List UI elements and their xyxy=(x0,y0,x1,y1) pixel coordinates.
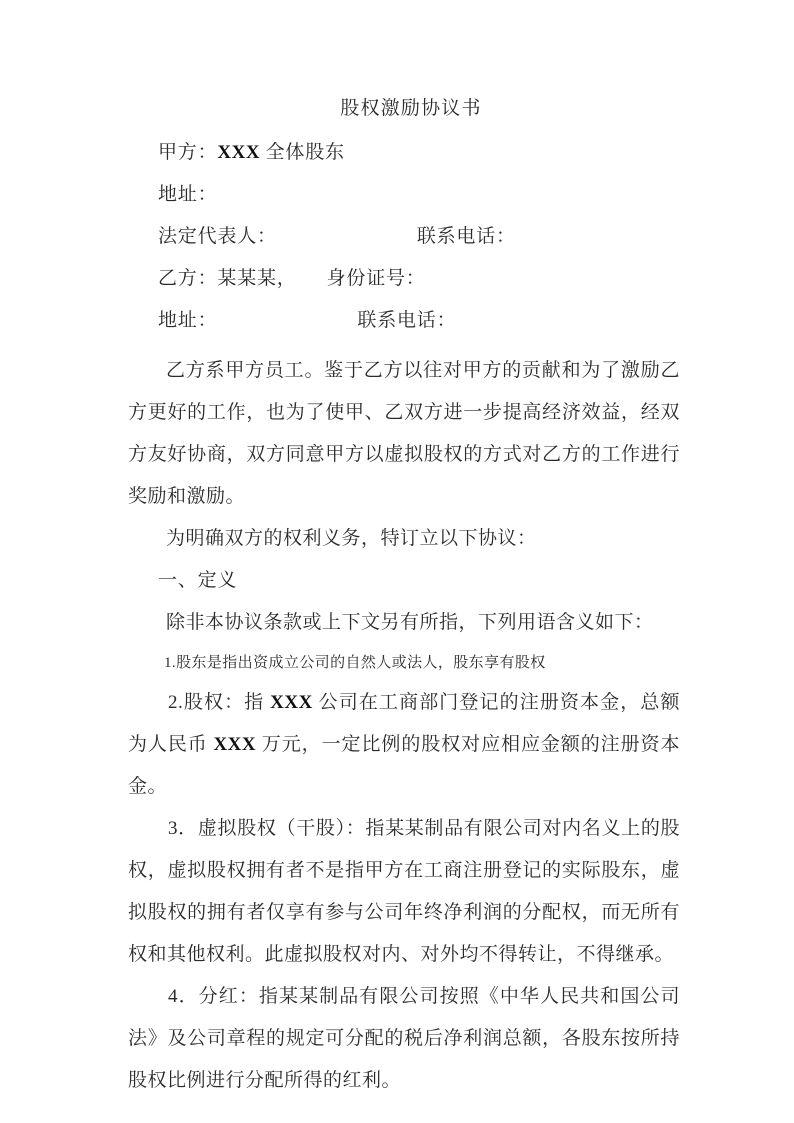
section-one-heading: 一、定义 xyxy=(158,570,238,591)
party-a-legal-rep-line xyxy=(128,224,680,250)
definition-item-3-number: 3． xyxy=(168,818,198,839)
definition-item-2-suffix: 万元，一定比例的股权对应相应金额的注册资本金。 xyxy=(128,734,680,797)
definition-item-1-number: 1. xyxy=(164,655,177,671)
section-one-intro: 除非本协议条款或上下文另有所指，下列用语含义如下： xyxy=(166,612,654,633)
party-b-name: 某某某， xyxy=(217,268,297,289)
party-a-name-placeholder: XXX xyxy=(217,142,261,163)
definition-item-4 xyxy=(128,976,680,1102)
definition-item-4-number: 4． xyxy=(168,986,199,1007)
definition-item-4-text: 分红：指某某制品有限公司按照《中华人民共和国公司法》及公司章程的规定可分配的税后净利润总额，各股东按所持股权比例进行分配所得的红利。 xyxy=(128,986,680,1091)
party-b-line xyxy=(128,266,680,292)
definition-item-1 xyxy=(128,644,680,682)
definition-item-3 xyxy=(128,808,680,976)
preamble-closing: 为明确双方的权利义务，特订立以下协议： xyxy=(166,528,537,549)
party-a-line xyxy=(128,140,680,166)
party-b-address-label: 地址： xyxy=(158,310,218,331)
party-b-address-line xyxy=(128,308,680,334)
party-a-address-line xyxy=(128,182,680,208)
definition-item-2-number: 2. xyxy=(168,692,184,713)
preamble-paragraph: 乙方系甲方员工。鉴于乙方以往对甲方的贡献和为了激励乙方更好的工作，也为了使甲、乙双方进一步提高经济效益，经双方友好协商，双方同意甲方以虚拟股权的方式对乙方的工作进行奖励和激励。 xyxy=(128,360,680,507)
definition-item-2-company-placeholder: XXX xyxy=(270,692,313,713)
definition-item-3-text: 虚拟股权（干股）：指某某制品有限公司对内名义上的股权，虚拟股权拥有者不是指甲方在工商注册登记的实际股东，虚拟股权的拥有者仅享有参与公司年终净利润的分配权，而无所有权和其他权利。此虚拟股权对内、对外均不得转让，不得继承。 xyxy=(128,818,680,965)
definition-item-2-amount-placeholder: XXX xyxy=(213,734,257,755)
party-a-label: 甲方： xyxy=(158,142,218,163)
definition-item-2-mid: 公司在工商部门登记的注册资本金，总额为人民币 xyxy=(128,692,680,755)
legal-rep-label: 法定代表人： xyxy=(158,226,277,247)
party-b-phone-label: 联系电话： xyxy=(357,310,457,331)
definition-item-1-text: 股东是指出资成立公司的自然人或法人，股东享有股权 xyxy=(176,655,546,671)
definition-item-2 xyxy=(128,682,680,808)
page-title: 股权激励协议书 xyxy=(340,98,482,119)
party-a-phone-label: 联系电话： xyxy=(416,226,516,247)
definition-item-2-prefix: 股权：指 xyxy=(183,692,271,713)
party-b-label: 乙方： xyxy=(158,268,218,289)
party-b-id-label: 身份证号： xyxy=(326,268,426,289)
party-a-address-label: 地址： xyxy=(158,184,218,205)
document-content xyxy=(128,96,680,1102)
party-a-suffix: 全体股东 xyxy=(260,142,345,163)
